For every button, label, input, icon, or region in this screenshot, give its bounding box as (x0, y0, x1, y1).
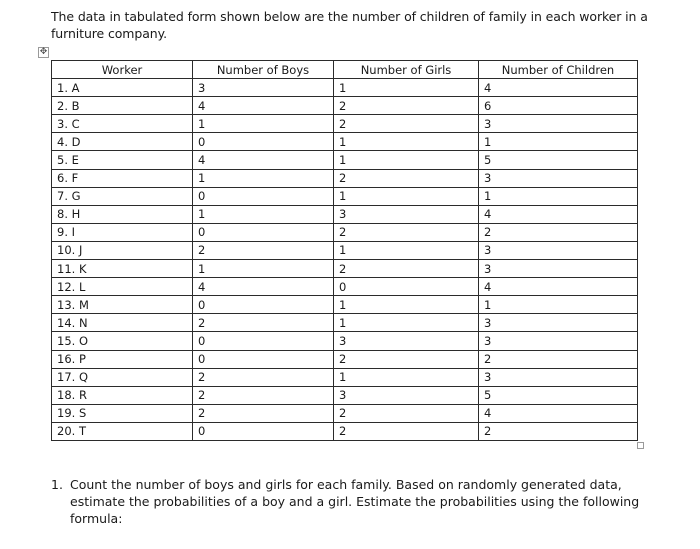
move-handle-icon[interactable]: ✥ (39, 47, 48, 57)
cell-worker: 12. L (52, 278, 193, 296)
cell-worker: 20. T (52, 422, 193, 440)
cell-girls: 2 (334, 115, 479, 133)
cell-worker: 16. P (52, 350, 193, 368)
table-row (52, 133, 638, 151)
header-boys: Number of Boys (193, 61, 334, 79)
table-header-row (52, 61, 638, 79)
cell-children: 4 (479, 404, 638, 422)
cell-boys: 3 (193, 79, 334, 97)
cell-boys: 2 (193, 368, 334, 386)
cell-children: 3 (479, 260, 638, 278)
cell-boys: 0 (193, 332, 334, 350)
table-row (52, 278, 638, 296)
cell-boys: 0 (193, 296, 334, 314)
cell-girls: 2 (334, 422, 479, 440)
cell-worker: 6. F (52, 169, 193, 187)
cell-worker: 18. R (52, 386, 193, 404)
table-row (52, 314, 638, 332)
cell-worker: 3. C (52, 115, 193, 133)
cell-worker: 5. E (52, 151, 193, 169)
cell-children: 2 (479, 350, 638, 368)
cell-worker: 13. M (52, 296, 193, 314)
cell-boys: 1 (193, 169, 334, 187)
cell-boys: 2 (193, 241, 334, 259)
cell-boys: 0 (193, 350, 334, 368)
cell-worker: 2. B (52, 97, 193, 115)
cell-children: 2 (479, 223, 638, 241)
cell-children: 5 (479, 386, 638, 404)
question-number: 1. (51, 477, 63, 492)
cell-boys: 1 (193, 260, 334, 278)
table-row (52, 296, 638, 314)
cell-boys: 4 (193, 97, 334, 115)
table-row (52, 386, 638, 404)
header-girls: Number of Girls (334, 61, 479, 79)
cell-girls: 2 (334, 223, 479, 241)
cell-worker: 4. D (52, 133, 193, 151)
table-row (52, 97, 638, 115)
question-text: Count the number of boys and girls for each family. Based on randomly generated data, estimate the probabilities of a boy and a girl. Estimate the probabilities using the following formula: (70, 477, 640, 526)
question-item (51, 476, 651, 527)
cell-children: 6 (479, 97, 638, 115)
cell-girls: 1 (334, 241, 479, 259)
table-row (52, 115, 638, 133)
cell-boys: 4 (193, 151, 334, 169)
cell-worker: 14. N (52, 314, 193, 332)
cell-children: 3 (479, 169, 638, 187)
cell-boys: 0 (193, 187, 334, 205)
table-body (52, 79, 638, 441)
cell-worker: 11. K (52, 260, 193, 278)
cell-boys: 0 (193, 133, 334, 151)
cell-boys: 1 (193, 115, 334, 133)
cell-children: 3 (479, 368, 638, 386)
table-row (52, 169, 638, 187)
cell-girls: 3 (334, 332, 479, 350)
cell-boys: 4 (193, 278, 334, 296)
cell-children: 4 (479, 205, 638, 223)
header-worker: Worker (52, 61, 193, 79)
cell-boys: 1 (193, 205, 334, 223)
cell-girls: 2 (334, 350, 479, 368)
cell-worker: 8. H (52, 205, 193, 223)
cell-worker: 9. I (52, 223, 193, 241)
table-row (52, 404, 638, 422)
cell-children: 5 (479, 151, 638, 169)
cell-girls: 1 (334, 151, 479, 169)
cell-children: 2 (479, 422, 638, 440)
table-row (52, 151, 638, 169)
table-row (52, 260, 638, 278)
children-data-table (51, 60, 638, 441)
cell-girls: 1 (334, 187, 479, 205)
cell-children: 1 (479, 133, 638, 151)
cell-worker: 7. G (52, 187, 193, 205)
table-row (52, 223, 638, 241)
cell-girls: 2 (334, 404, 479, 422)
table-row (52, 422, 638, 440)
cell-worker: 17. Q (52, 368, 193, 386)
cell-girls: 3 (334, 205, 479, 223)
cell-worker: 19. S (52, 404, 193, 422)
header-children: Number of Children (479, 61, 638, 79)
resize-handle-icon[interactable] (637, 442, 644, 449)
cell-children: 4 (479, 79, 638, 97)
table-row (52, 332, 638, 350)
cell-children: 3 (479, 115, 638, 133)
table-row (52, 241, 638, 259)
cell-children: 4 (479, 278, 638, 296)
cell-girls: 2 (334, 97, 479, 115)
cell-girls: 2 (334, 260, 479, 278)
table-row (52, 368, 638, 386)
table-row (52, 350, 638, 368)
cell-girls: 2 (334, 169, 479, 187)
cell-boys: 2 (193, 314, 334, 332)
table-row (52, 79, 638, 97)
cell-girls: 1 (334, 133, 479, 151)
cell-children: 3 (479, 314, 638, 332)
cell-worker: 10. J (52, 241, 193, 259)
cell-boys: 2 (193, 386, 334, 404)
cell-girls: 3 (334, 386, 479, 404)
cell-worker: 15. O (52, 332, 193, 350)
cell-girls: 1 (334, 368, 479, 386)
intro-paragraph: The data in tabulated form shown below are the number of children of family in each worker in a furniture company. (51, 9, 648, 41)
cell-boys: 0 (193, 422, 334, 440)
table-row (52, 187, 638, 205)
cell-children: 1 (479, 187, 638, 205)
table-row (52, 205, 638, 223)
cell-girls: 1 (334, 79, 479, 97)
cell-boys: 2 (193, 404, 334, 422)
cell-girls: 1 (334, 314, 479, 332)
cell-girls: 1 (334, 296, 479, 314)
cell-girls: 0 (334, 278, 479, 296)
cell-children: 3 (479, 241, 638, 259)
cell-worker: 1. A (52, 79, 193, 97)
cell-children: 3 (479, 332, 638, 350)
cell-children: 1 (479, 296, 638, 314)
cell-boys: 0 (193, 223, 334, 241)
